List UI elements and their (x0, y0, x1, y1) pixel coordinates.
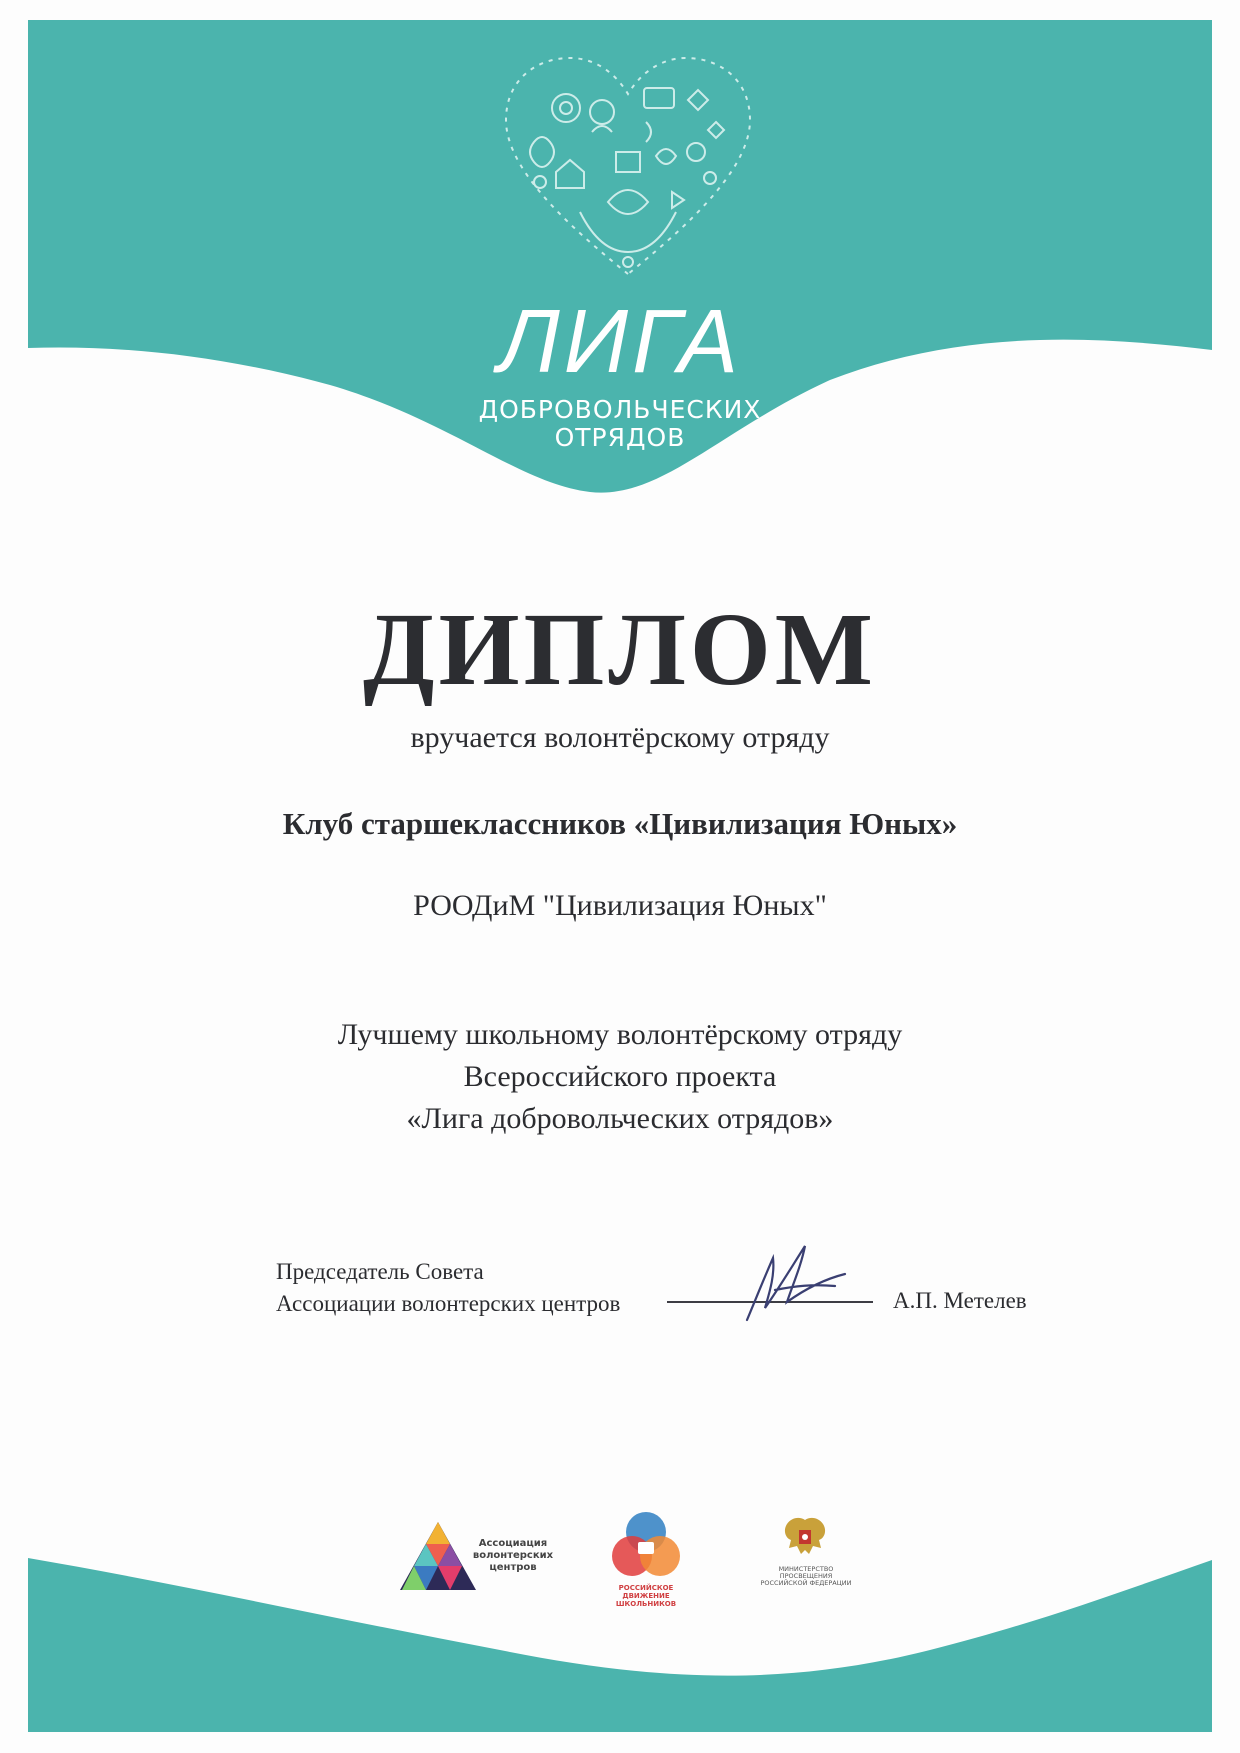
league-title: ЛИГА (497, 292, 743, 392)
signer-position (276, 1256, 620, 1320)
league-subtitle-line2: ОТРЯДОВ (554, 423, 686, 452)
diploma-title: ДИПЛОМ (363, 592, 877, 707)
award-reason-line3: «Лига добровольческих отрядов» (406, 1102, 834, 1135)
partner-3-label: МИНИСТЕРСТВО ПРОСВЕЩЕНИЯ РОССИЙСКОЙ ФЕДЕРАЦИИ (760, 1565, 852, 1587)
handwritten-signature-icon (735, 1236, 855, 1326)
three-circles-logo-icon (608, 1510, 684, 1586)
signer-position-line1: Председатель Совета (276, 1259, 484, 1284)
league-subtitle-line1: ДОБРОВОЛЬЧЕСКИХ (478, 395, 762, 424)
award-reason-line2: Всероссийского проекта (463, 1060, 777, 1093)
award-reason-line1: Лучшему школьному волонтёрскому отряду (337, 1018, 903, 1051)
awarded-to-text: вручается волонтёрскому отряду (410, 721, 830, 754)
signer-position-line2: Ассоциации волонтерских центров (276, 1291, 621, 1316)
partner-1-label: Ассоциация волонтерских центров (472, 1538, 554, 1573)
club-name: Клуб старшеклассников «Цивилизация Юных» (282, 806, 958, 841)
award-reason (0, 1014, 1240, 1140)
heart-of-charity-icons-icon (496, 52, 760, 284)
partner-2-label: РОССИЙСКОЕ ДВИЖЕНИЕ ШКОЛЬНИКОВ (615, 1584, 677, 1608)
organization-name: РООДиМ "Цивилизация Юных" (413, 889, 827, 922)
double-headed-eagle-emblem-icon (779, 1514, 831, 1562)
signer-name: А.П. Метелев (893, 1288, 1027, 1313)
